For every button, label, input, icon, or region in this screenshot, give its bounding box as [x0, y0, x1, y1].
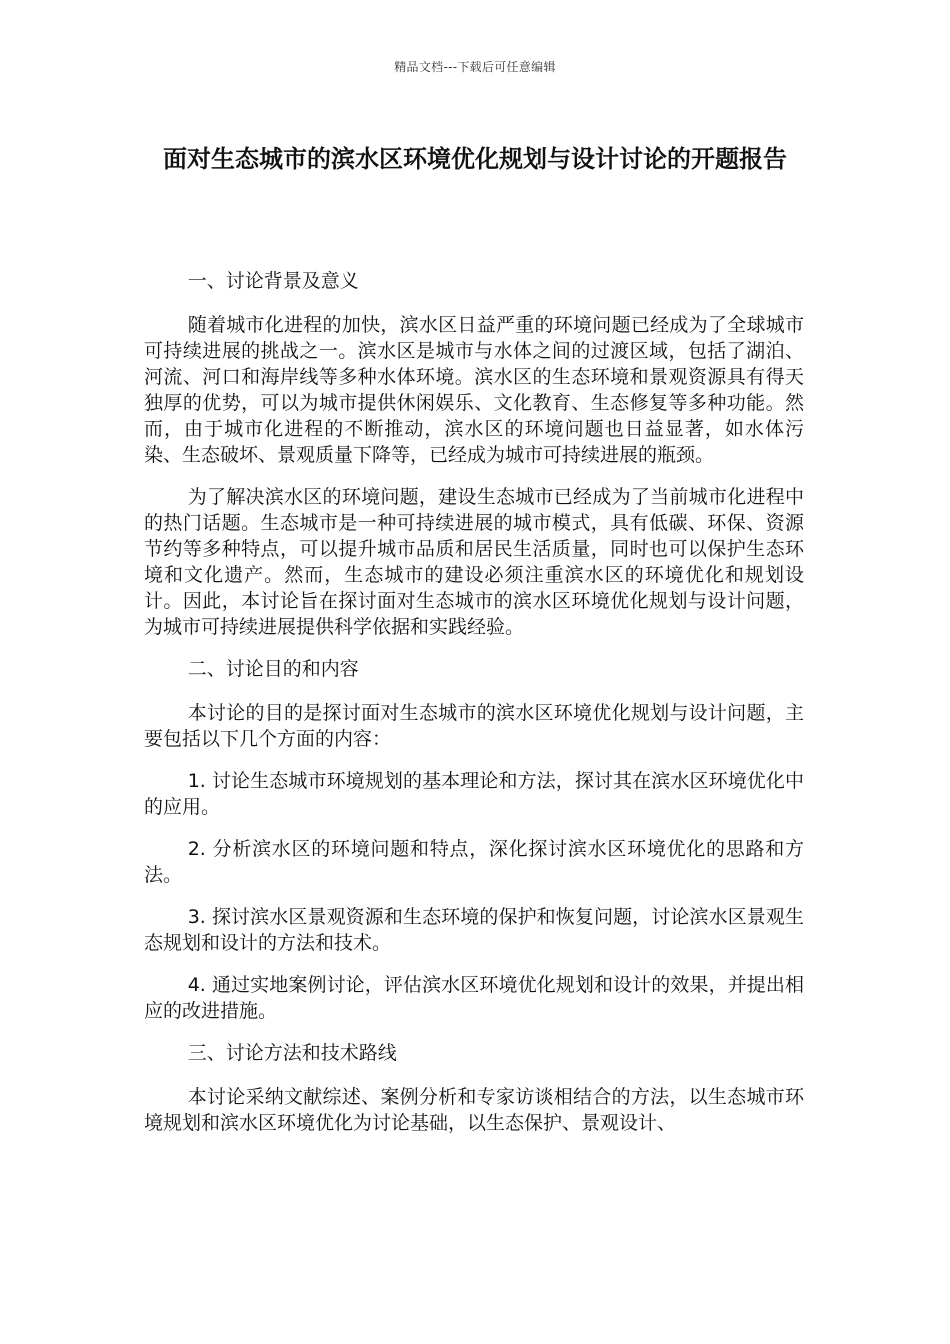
document-body	[144, 268, 804, 1152]
list-item: 3. 探讨滨水区景观资源和生态环境的保护和恢复问题，讨论滨水区景观生态规划和设计的方法和技术。	[144, 906, 804, 954]
document-title: 面对生态城市的滨水区环境优化规划与设计讨论的开题报告	[163, 145, 787, 173]
list-item: 1. 讨论生态城市环境规划的基本理论和方法，探讨其在滨水区环境优化中的应用。	[144, 770, 804, 818]
paragraph: 为了解决滨水区的环境问题，建设生态城市已经成为了当前城市化进程中的热门话题。生态城市是一种可持续进展的城市模式，具有低碳、环保、资源节约等多种特点，可以提升城市品质和居民生活质量，同时也可以保护生态环境和文化遗产。然而，生态城市的建设必须注重滨水区的环境优化和规划设计。因此，本讨论旨在探讨面对生态城市的滨水区环境优化规划与设计问题，为城市可持续进展提供科学依据和实践经验。	[144, 486, 804, 638]
paragraph: 随着城市化进程的加快，滨水区日益严重的环境问题已经成为了全球城市可持续进展的挑战之一。滨水区是城市与水体之间的过渡区域，包括了湖泊、河流、河口和海岸线等多种水体环境。滨水区的生态环境和景观资源具有得天独厚的优势，可以为城市提供休闲娱乐、文化教育、生态修复等多种功能。然而，由于城市化进程的不断推动，滨水区的环境问题也日益显著，如水体污染、生态破坏、景观质量下降等，已经成为城市可持续进展的瓶颈。	[144, 314, 804, 466]
section-heading-2: 二、讨论目的和内容	[187, 658, 359, 680]
list-item: 4. 通过实地案例讨论，评估滨水区环境优化规划和设计的效果，并提出相应的改进措施。	[144, 974, 804, 1022]
list-item: 2. 分析滨水区的环境问题和特点，深化探讨滨水区环境优化的思路和方法。	[144, 838, 804, 886]
section-heading-1: 一、讨论背景及意义	[187, 270, 359, 292]
header-note: 精品文档---下载后可任意编辑	[394, 60, 556, 74]
section-heading-3: 三、讨论方法和技术路线	[187, 1042, 397, 1064]
paragraph: 本讨论采纳文献综述、案例分析和专家访谈相结合的方法，以生态城市环境规划和滨水区环境优化为讨论基础，以生态保护、景观设计、	[144, 1086, 804, 1134]
paragraph: 本讨论的目的是探讨面对生态城市的滨水区环境优化规划与设计问题，主要包括以下几个方面的内容：	[144, 702, 804, 750]
